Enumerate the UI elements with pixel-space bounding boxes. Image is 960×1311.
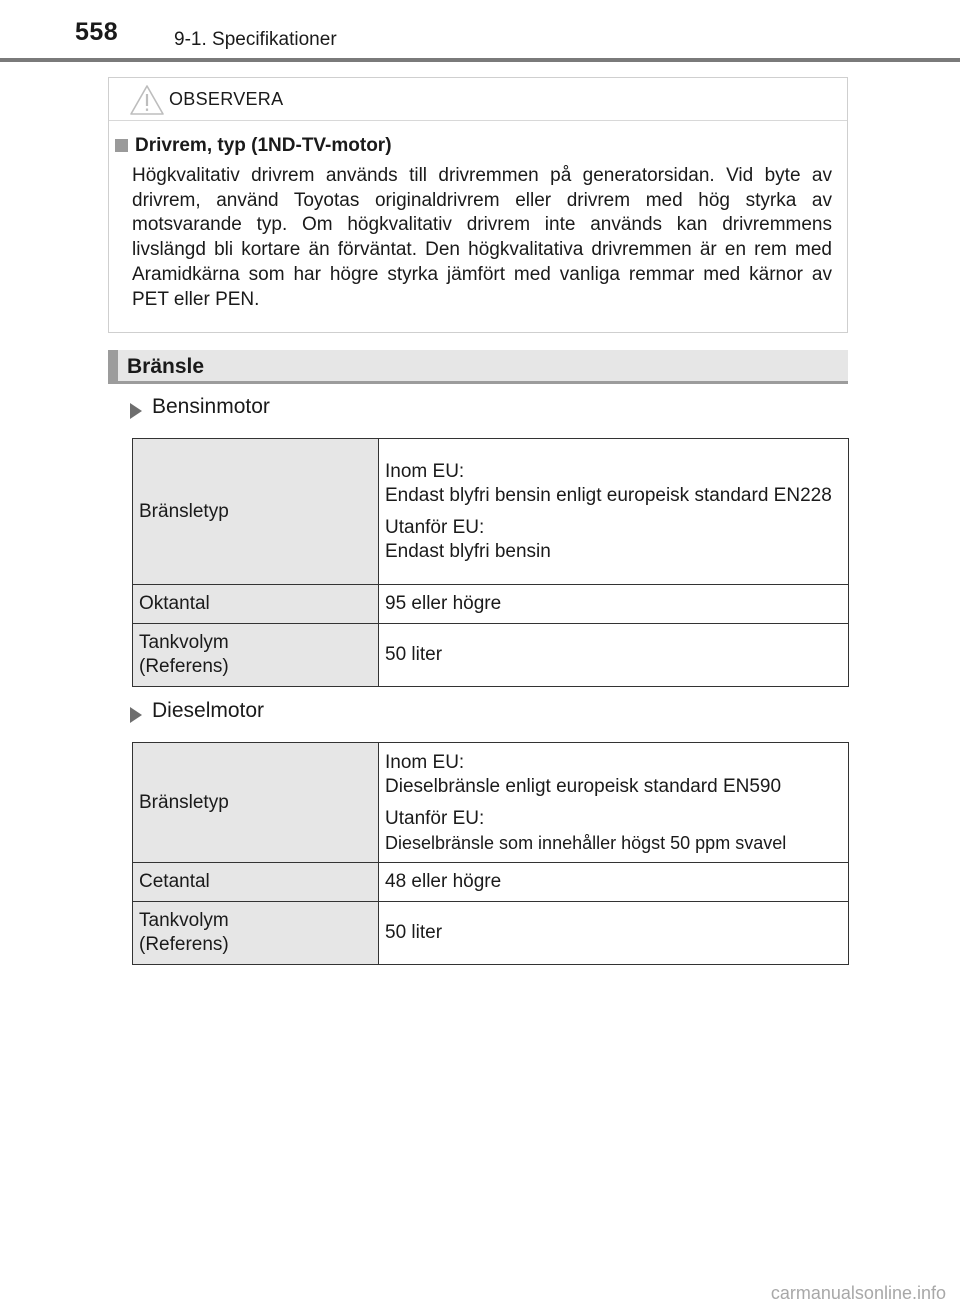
triangle-bullet-icon [130, 403, 142, 419]
outside-eu-text: Dieselbränsle som innehåller högst 50 ppm svavel [385, 832, 787, 853]
tank-volume-key-line: Tankvolym [139, 910, 229, 931]
section-heading-band [108, 350, 848, 384]
watermark-url: carmanualsonline.info [770, 1283, 946, 1303]
caution-box [108, 77, 848, 333]
cetane-key: Cetantal [133, 863, 379, 902]
caution-header [109, 78, 847, 121]
tank-volume-value: 50 liter [379, 902, 849, 965]
header-rule [0, 58, 960, 62]
fuel-type-key: Bränsletyp [133, 743, 379, 863]
inside-eu-text: Dieselbränsle enligt europeisk standard EN590 [385, 775, 782, 797]
caution-label: OBSERVERA [169, 89, 284, 109]
inside-eu-heading: Inom EU: [385, 460, 465, 482]
table-row [133, 624, 849, 687]
page-header [0, 0, 960, 62]
diesel-spec-table [132, 742, 849, 965]
inside-eu-text: Endast blyfri bensin enligt europeisk standard EN228 [385, 484, 832, 506]
inside-eu-block [385, 751, 842, 799]
fuel-type-value [379, 439, 849, 585]
fuel-type-value [379, 743, 849, 863]
tank-volume-key-line: (Referens) [139, 656, 229, 677]
outside-eu-text: Endast blyfri bensin [385, 540, 551, 562]
octane-value: 95 eller högre [379, 585, 849, 624]
octane-key: Oktantal [133, 585, 379, 624]
warning-triangle-icon [129, 84, 165, 116]
table-row [133, 902, 849, 965]
tank-volume-key-line: Tankvolym [139, 632, 229, 653]
petrol-spec-table [132, 438, 849, 687]
tank-volume-key [133, 902, 379, 965]
tank-volume-value: 50 liter [379, 624, 849, 687]
square-bullet-icon [115, 139, 128, 152]
outside-eu-heading: Utanför EU: [385, 807, 485, 829]
engine-label: Dieselmotor [152, 699, 265, 722]
section-heading: Bränsle [127, 355, 205, 378]
table-row [133, 863, 849, 902]
table-row [133, 743, 849, 863]
outside-eu-block [385, 516, 842, 564]
table-row [133, 439, 849, 585]
tank-volume-key-line: (Referens) [139, 934, 229, 955]
inside-eu-heading: Inom EU: [385, 751, 465, 773]
table-row [133, 585, 849, 624]
caution-title: Drivrem, typ (1ND-TV-motor) [135, 135, 392, 156]
cetane-value: 48 eller högre [379, 863, 849, 902]
page-number: 558 [75, 18, 119, 46]
band-accent-bar [108, 350, 118, 381]
caution-text: Högkvalitativ drivrem används till drivremmen på generatorsidan. Vid byte av drivrem, använd Toyotas originaldrivrem eller drivrem med hög styrka av motsvarande typ. Om högkvalitativ drivrem inte används kan drivremmens livslängd bli kortare än förväntat. Den högkvalitativa drivremmen är en rem med Aramidkärna som har högre styrka jämfört med vanliga remmar med kärnor av PET eller PEN. [132, 165, 832, 310]
triangle-bullet-icon [130, 707, 142, 723]
outside-eu-block [385, 807, 842, 855]
outside-eu-heading: Utanför EU: [385, 516, 485, 538]
fuel-type-key: Bränsletyp [133, 439, 379, 585]
engine-label: Bensinmotor [152, 395, 270, 418]
tank-volume-key [133, 624, 379, 687]
inside-eu-block [385, 460, 842, 508]
section-title: 9-1. Specifikationer [174, 29, 337, 50]
